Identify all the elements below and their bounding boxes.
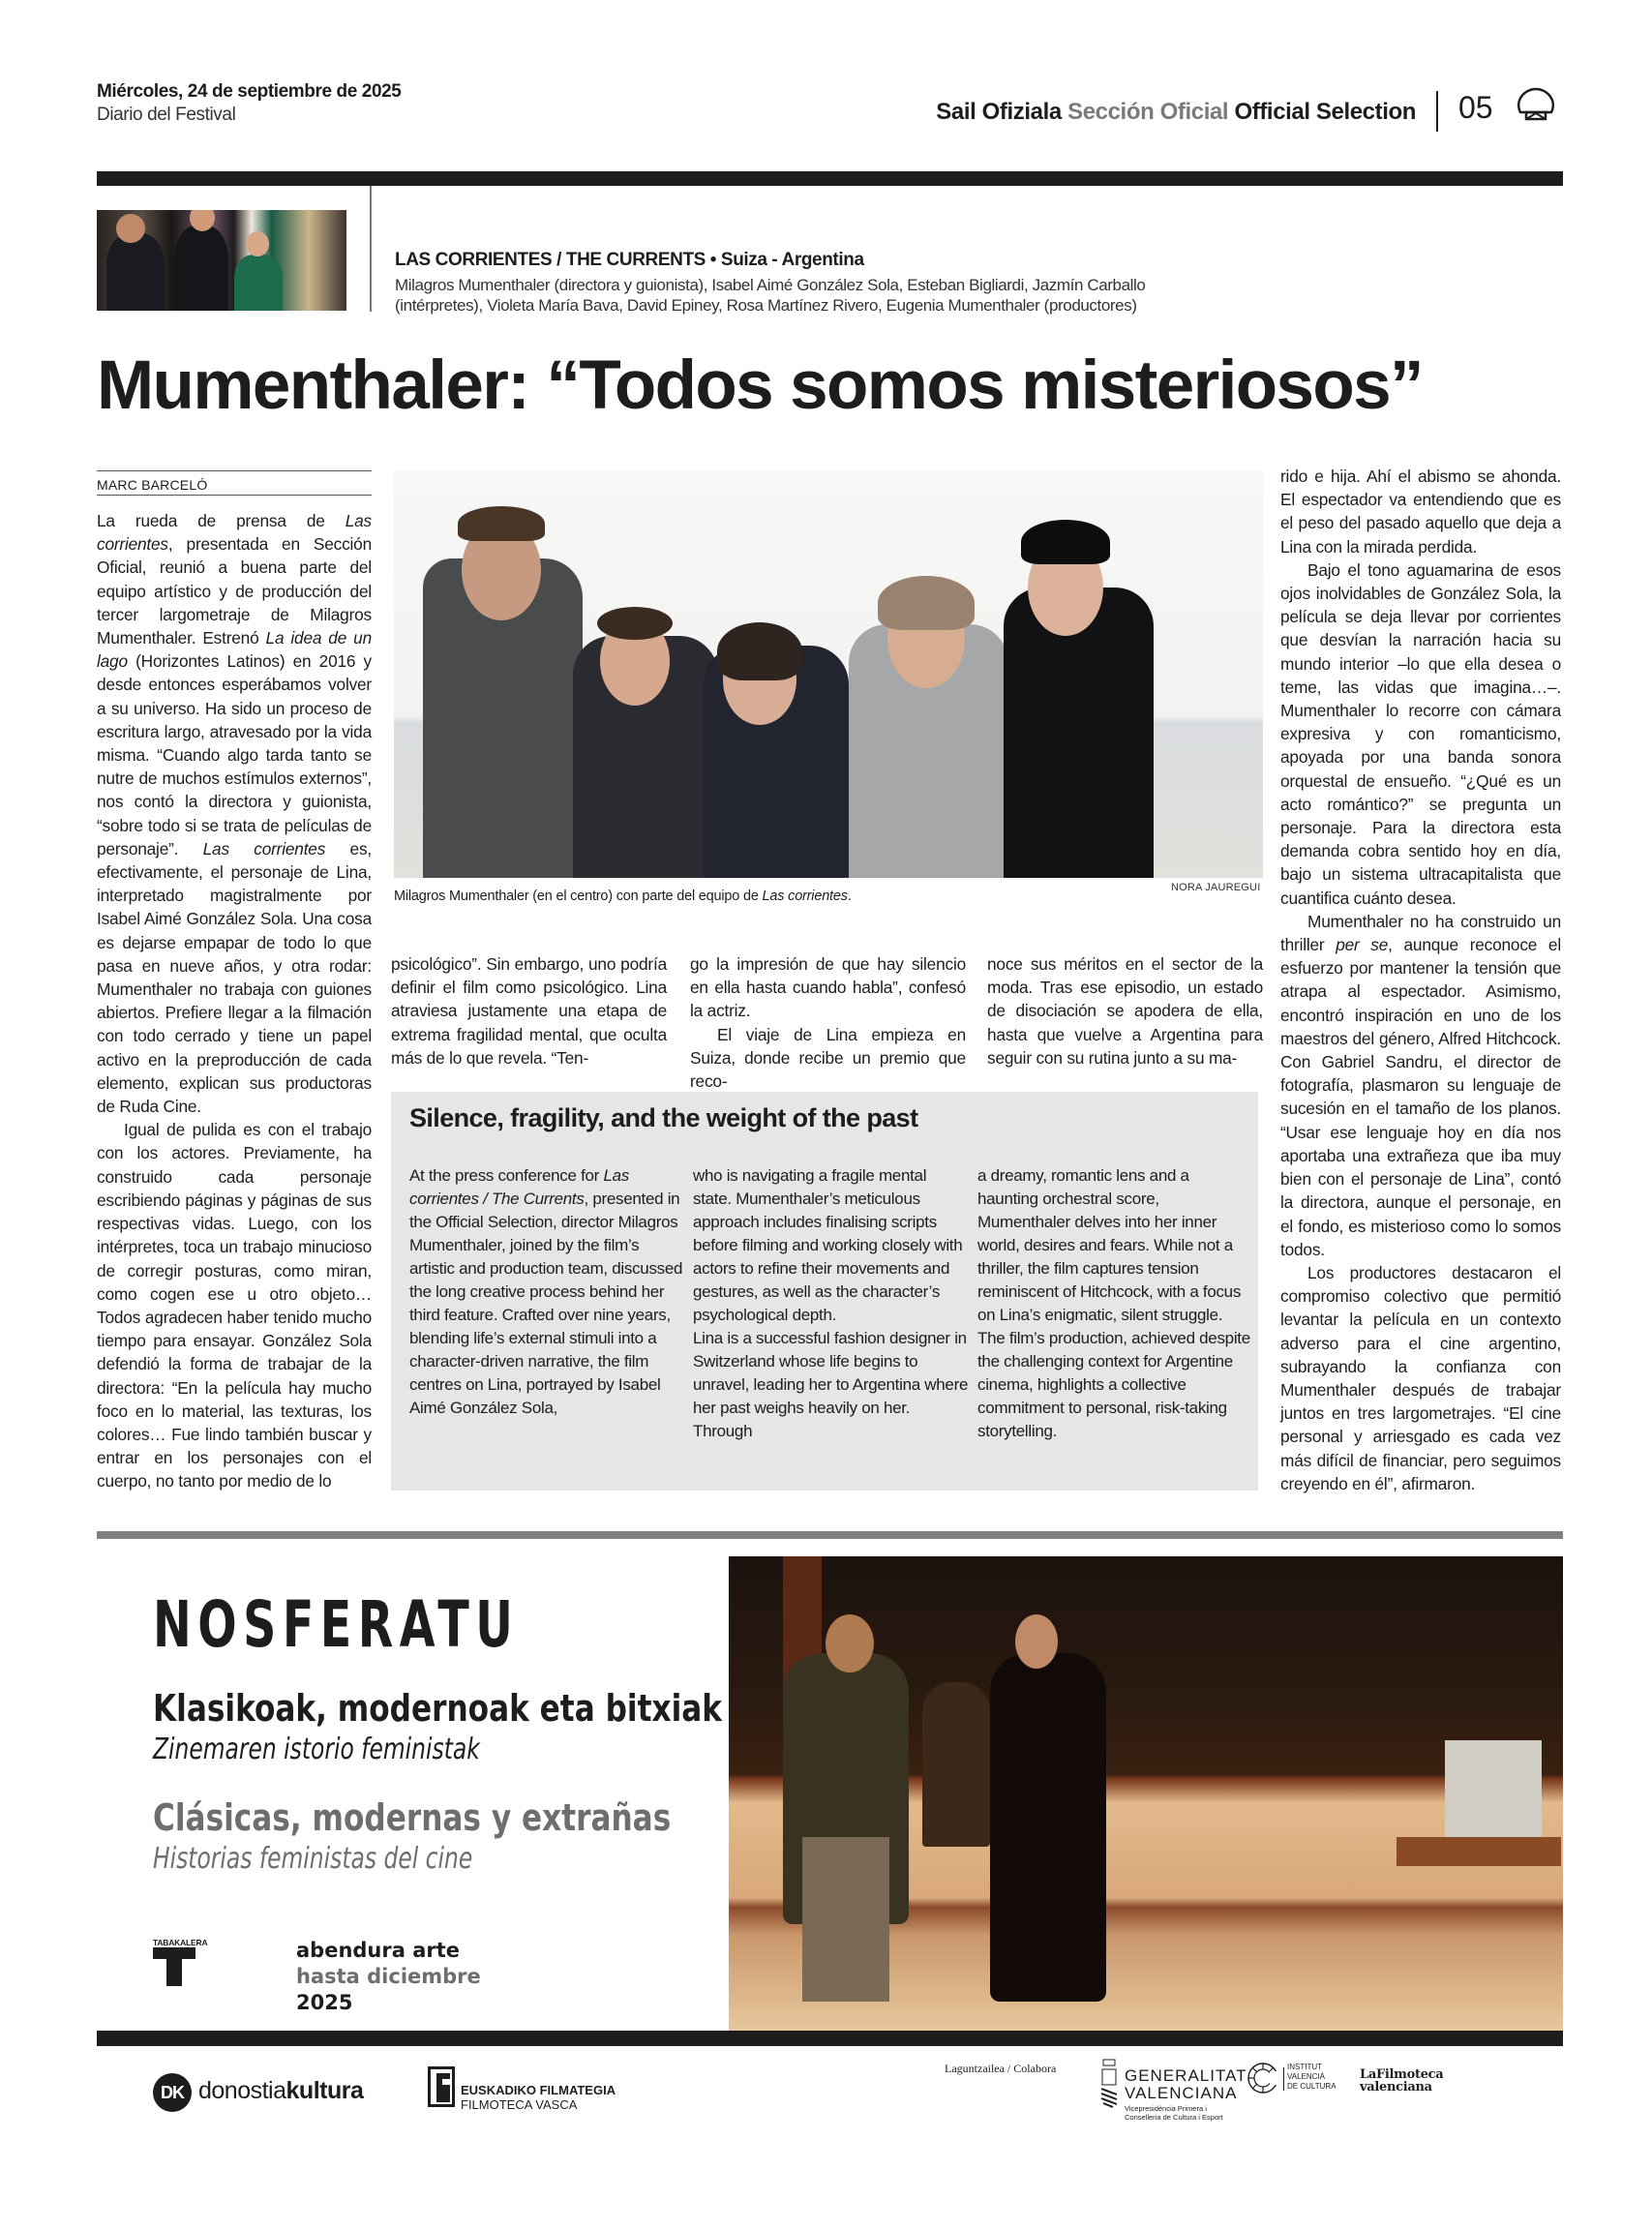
paragraph: Lina is a successful fashion designer in Switzerland whose life begins to unravel, leading her to Argentina where her past weighs heavily on her. Through [693,1329,969,1440]
donostia-kultura-logo-icon: DK [153,2073,192,2112]
film-title-italic: Las corrientes [97,511,372,555]
paragraph: Bajo el tono aguamarina de esos ojos inolvidables de González Sola, la película se deja llevar por corrientes que desvían la narración hacia su mundo interior –lo que ella desea o teme, las vidas que imagina…–. Mumenthaler lo recorre con cámara expresiva y con romanticismo, apoyada por una banda sonora orquestal de ensueño. “¿Qué es un acto romántico?” se pregunta un personaje. Para la directora esta demanda cobra sentido hoy en día, bajo un sistema ultracapitalista que cuantifica cuánto desea. [1280,559,1561,908]
photo-credit: NORA JAUREGUI [1171,882,1261,893]
ad-separator [97,1531,1563,1539]
english-column-1 [409,1164,685,1420]
table [1397,1837,1561,1866]
paragraph: rido e hija. Ahí el abismo se ahonda. El espectador va entendiendo que es el peso del pasado aquello que deja a Lina con la mirada perdida. [1280,467,1561,557]
still-figure-head [826,1614,874,1672]
ivc-line3: DE CULTURA [1287,2082,1337,2091]
ivc-logo-icon [1247,2062,1279,2094]
text: es, efectivamente, el personaje de Lina, interpretado magistralmente por Isabel Aimé González Sola. Una cosa es dejarse empapar de todo lo que pasa en nueve años, y otra rodar: Mumenthaler no trabaja con guiones abiertos. Prefiere llegar a la filmación con todo cerrado y tiene un papel activo en la preproducción de cada elemento, explican sus productoras de Ruda Cine. [97,838,372,1117]
ad-year: 2025 [296,1991,353,2014]
film-title-italic: Las corrientes / The Currents [409,1166,629,1208]
still-figure-woman [990,1653,1106,2002]
ivc-line2: VALENCIÀ [1287,2072,1325,2081]
chair [922,1682,990,1847]
ad-spanish-title: Clásicas, modernas y extrañas [153,1796,672,1839]
ivc-line1: INSTITUT [1287,2063,1322,2071]
filmoteca-vasca-logo-icon [428,2066,455,2107]
paragraph: a dreamy, romantic lens and a haunting orchestral score, Mumenthaler delves into her inner world, desires and fears. While not a thriller, the film captures tension reminiscent of Hitchcock, with a focus on Lina’s enigmatic, silent struggle. The film’s production, achieved despite the challenging context for Argentine cinema, highlights a collective commitment to personal, risk-taking storytelling. [977,1166,1250,1440]
text: Mumenthaler no ha construido un thriller [1280,911,1561,955]
lfv-line1: LaFilmoteca [1360,2067,1444,2082]
collaborators-label: Laguntzailea / Colabora [945,2062,1057,2075]
photo-figure-hair [597,607,673,640]
text: La rueda de prensa de [97,511,345,530]
caption-end: . [847,889,852,904]
paragraph: noce sus méritos en el sector de la moda. Tras ese episodio, un estado de disociación se apodera de ella, hasta que vuelve a Argentina para seguir con su rutina junto a su ma- [987,954,1263,1068]
photo-figure-hair [717,622,802,680]
filmoteca-basque-name: EUSKADIKO FILMATEGIA [461,2083,616,2097]
article-column-5 [1280,465,1561,1495]
text: , aunque reconoce el esfuerzo por mantener la tensión que atrapa al espectador. Asimismo, encontró inspiración en uno de los maestros del género, Alfred Hitchcock. Con Gabriel Sandru, el director de fotografía, plasmaron su lenguaje de sucesión en el tamaño de los planos. “Usar ese lenguaje hoy en día nos aportaba una extrañeza que iba muy bien con el personaje de Lina”, contó la directora, aunque el personaje, en el fondo, es misterioso como lo somos todos. [1280,935,1561,1259]
generalitat-line4: Conselleria de Cultura i Esport [1125,2113,1223,2122]
section-eu: Sail Ofiziala [936,99,1062,125]
article-column-1 [97,509,372,1493]
caption-text: Milagros Mumenthaler (en el centro) con parte del equipo de [394,889,763,904]
header-divider [1436,91,1438,132]
paragraph: psicológico”. Sin embargo, uno podría definir el film como psicológico. Lina atraviesa justamente una etapa de extrema fragilidad mental, que oculta más de lo que revela. “Ten- [391,954,667,1068]
byline: MARC BARCELÓ [97,477,208,493]
english-column-2 [693,1164,969,1443]
generalitat-line3: Vicepresidència Primera i [1125,2104,1207,2113]
info-divider [370,186,372,312]
byline-rule [97,470,372,471]
text: At the press conference for [409,1166,604,1185]
photo-figure-hair [1021,520,1110,564]
article-column-2 [391,952,667,1070]
tabakalera-label: TABAKALERA [153,1938,208,1947]
ad-basque-title: Klasikoak, modernoak eta bitxiak [153,1687,723,1730]
la-filmoteca-valenciana-logo [1360,2068,1443,2094]
article-column-3 [690,952,966,1093]
byline-rule [97,495,372,496]
photo-caption [394,889,852,904]
paragraph: Igual de pulida es con el trabajo con los actores. Previamente, ha construido cada personaje escribiendo páginas y páginas de sus respectivas vidas. Luego, con los intérpretes, toca un trabajo minucioso de corregir posturas, como miran, como cogen ese u otro objeto… Todos agradecen haber tenido mucho tiempo para ensayar. González Sola defendió la forma de trabajar de la directora: “En la película hay mucho foco en lo material, las texturas, los colores… Fue lindo también buscar y entrar en los personajes con el cuerpo, no tanto por medio de lo [97,1120,372,1492]
italic-text: per se [1336,935,1389,955]
ivc-divider [1283,2067,1284,2091]
page-number: 05 [1458,90,1493,125]
english-column-3 [977,1164,1253,1443]
filmoteca-spanish-name: FILMOTECA VASCA [461,2097,578,2112]
issue-date: Miércoles, 24 de septiembre de 2025 [97,81,402,102]
english-summary-title: Silence, fragility, and the weight of the past [409,1103,918,1132]
text: , presentada en Sección Oficial, reunió a buena parte del equipo artístico y de producción del tercer largometraje de Milagros Mumenthaler. Estrenó [97,534,372,648]
bottom-rule [97,2031,1563,2046]
section-label [936,99,1416,126]
ad-spanish-subtitle: Historias feministas del cine [153,1842,473,1876]
shell-icon [1515,87,1557,124]
film-title-italic: La idea de un lago [97,628,372,672]
paragraph: El viaje de Lina empieza en Suiza, donde recibe un premio que reco- [690,1024,966,1092]
photo-figure-hair [878,576,975,630]
headline: Mumenthaler: “Todos somos misteriosos” [97,347,1423,424]
article-column-4 [987,952,1263,1070]
ivc-logo-text [1287,2063,1337,2092]
lfv-line2: valenciana [1360,2080,1432,2094]
donostia-kultura-logo [198,2077,363,2105]
film-credits: Milagros Mumenthaler (directora y guionista), Isabel Aimé González Sola, Esteban Bigliardi, Jazmín Carballo (intérpretes), Violeta María Bava, David Epiney, Rosa Martínez Rivero, Eugenia Mumenthaler (productores) [395,276,1146,315]
press-photo [394,471,1263,878]
ad-film-still [729,1556,1563,2031]
film-title-italic: Las corrientes [202,838,326,859]
section-es: Sección Oficial [1067,99,1229,125]
generalitat-line1: GENERALITAT [1125,2066,1247,2085]
publication-name: Diario del Festival [97,105,236,125]
paragraph [1280,910,1561,1261]
top-rule [97,171,1563,186]
caption-film: Las corrientes [762,889,848,904]
ad-date-spanish: hasta diciembre [296,1965,481,1988]
laundry-basket [1445,1740,1542,1837]
still-figure-legs [802,1837,889,2002]
ad-basque-subtitle: Zinemaren istorio feministak [153,1733,480,1766]
paragraph: go la impresión de que hay silencio en ella hasta cuando habla”, confesó la actriz. [690,954,966,1021]
paragraph [97,509,372,1118]
text: (Horizontes Latinos) en 2016 y desde entonces esperábamos volver a su universo. Ha sido un proceso de escritura largo, atravesado por la vida misma. “Cuando algo tarda tanto se nutre de muchos estímulos externos”, nos contó la directora y guionista, “sobre todo si se trata de películas de personaje”. [97,651,372,859]
logo-text: donostia [198,2077,286,2104]
paragraph: who is navigating a fragile mental state. Mumenthaler’s meticulous approach includes finalising scripts before filming and working closely with actors to refine their movements and gestures, as well as the character’s psychological depth. [693,1166,963,1324]
ad-title: NOSFERATU [153,1587,520,1662]
tabakalera-logo-icon [153,1947,195,1986]
film-still-thumbnail [97,210,346,311]
ad-date-basque: abendura arte [296,1939,461,1962]
generalitat-line2: VALENCIANA [1125,2084,1238,2102]
photo-figure-hair [458,506,545,541]
generalitat-shield-icon [1099,2058,1119,2108]
logo-text-bold: kultura [285,2077,364,2104]
section-en: Official Selection [1234,99,1416,125]
still-figure-head [1015,1614,1058,1669]
paragraph: Los productores destacaron el compromiso colectivo que permitió levantar la película en un contexto adverso para el cine argentino, subrayando la confianza con Mumenthaler después de trabajar juntos en tres largometrajes. “El cine personal y arriesgado es cada vez más difícil de financiar, pero seguimos creyendo en él”, afirmaron. [1280,1262,1561,1493]
text: , presented in the Official Selection, director Milagros Mumenthaler, joined by the film’s artistic and production team, discussed the long creative process behind her third feature. Crafted over nine years, blending life’s external stimuli into a character-driven narrative, the film centres on Lina, portrayed by Isabel Aimé González Sola, [409,1190,683,1417]
film-title: LAS CORRIENTES / THE CURRENTS • Suiza - Argentina [395,250,864,270]
